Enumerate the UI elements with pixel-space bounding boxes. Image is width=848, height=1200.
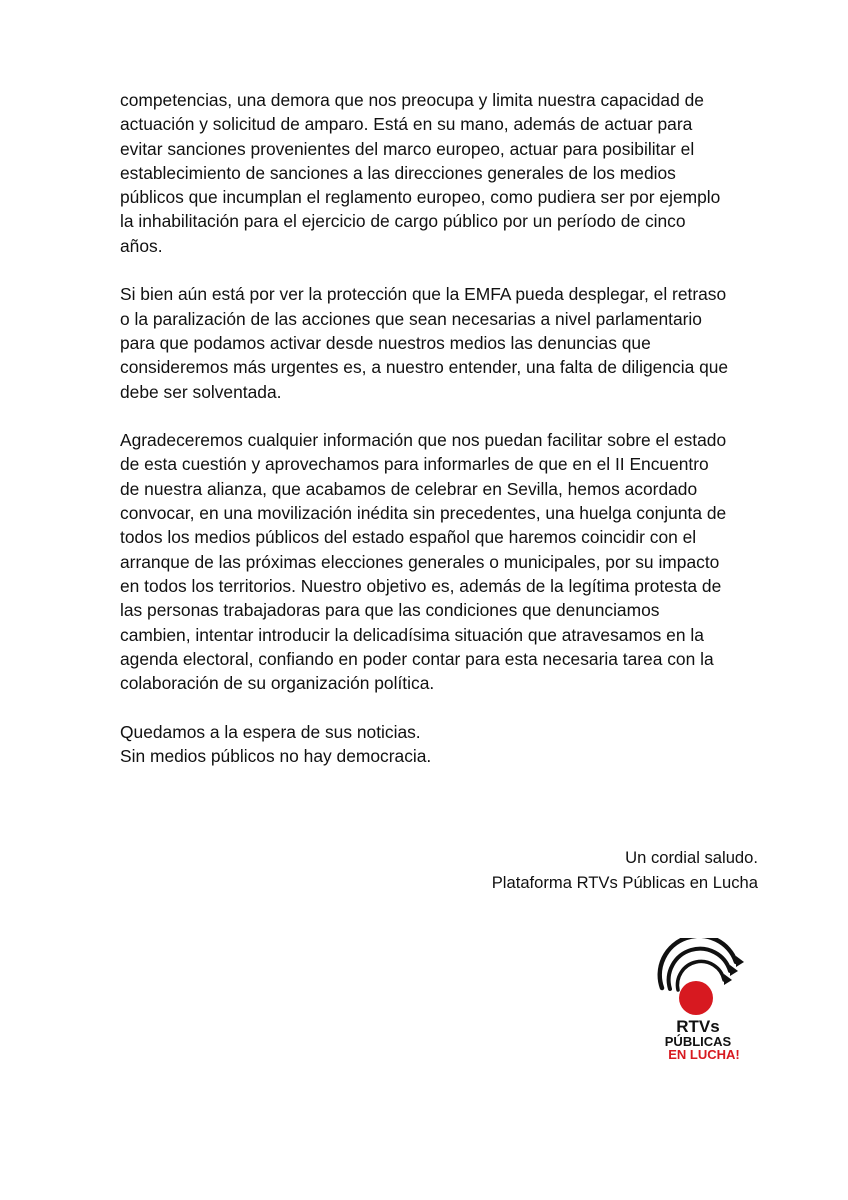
red-circle-icon — [679, 981, 713, 1015]
text-line: o la paralización de las acciones que sean necesarias a nivel parlamentario — [120, 308, 702, 329]
paragraph-2 — [120, 282, 760, 403]
text-line: todos los medios públicos del estado español que haremos coincidir con el — [120, 527, 697, 548]
paragraph-3 — [120, 428, 760, 695]
letter-body — [120, 88, 760, 768]
text-line: convocar, en una movilización inédita sin precedentes, una huelga conjunta de — [120, 503, 727, 524]
text-line: competencias, una demora que nos preocupa y limita nuestra capacidad de — [120, 90, 704, 110]
text-line: arranque de las próximas elecciones generales o municipales, por su impacto — [120, 551, 720, 572]
text-line: establecimiento de sanciones a las direcciones generales de los medios — [120, 162, 676, 183]
text-line: la inhabilitación para el ejercicio de cargo público por un período de cinco — [120, 211, 686, 232]
text-line: cambien, intentar introducir la delicadísima situación que atravesamos en la — [120, 624, 704, 645]
closing-lines — [120, 720, 760, 769]
text-line: agenda electoral, confiando en poder contar para esta necesaria tarea con la — [120, 648, 714, 669]
text-line: en todos los territorios. Nuestro objetivo es, además de la legítima protesta de — [120, 575, 722, 596]
text-line: debe ser solventada. — [120, 381, 282, 402]
text-line: de esta cuestión y aprovechamos para informarles de que en el II Encuentro — [120, 454, 709, 475]
logo-line-rtvs: RTVs — [676, 1017, 720, 1036]
text-line: actuación y solicitud de amparo. Está en su mano, además de actuar para — [120, 114, 693, 135]
text-line: evitar sanciones provenientes del marco europeo, actuar para posibilitar el — [120, 138, 695, 159]
logo-line-en-lucha: EN LUCHA! — [668, 1047, 740, 1060]
sender-name: Plataforma RTVs Públicas en Lucha — [491, 873, 758, 892]
closing-line-2: Sin medios públicos no hay democracia. — [120, 746, 432, 767]
signature-block — [358, 845, 758, 895]
rtvs-publicas-en-lucha-logo — [640, 938, 760, 1060]
text-line: públicos que incumplan el reglamento europeo, como pudiera ser por ejemplo — [120, 187, 721, 208]
text-line: años. — [120, 235, 163, 256]
logo-line-publicas: PÚBLICAS — [664, 1034, 732, 1049]
text-line: Agradeceremos cualquier información que nos puedan facilitar sobre el estado — [120, 430, 727, 451]
paragraph-1 — [120, 88, 760, 258]
text-line: consideremos más urgentes es, a nuestro entender, una falta de diligencia que — [120, 357, 729, 378]
text-line: para que podamos activar desde nuestros medios las denuncias que — [120, 332, 651, 353]
text-line: colaboración de su organización política. — [120, 673, 435, 694]
text-line: Si bien aún está por ver la protección que la EMFA pueda desplegar, el retraso — [120, 284, 727, 305]
closing-line-1: Quedamos a la espera de sus noticias. — [120, 721, 421, 742]
greeting: Un cordial saludo. — [625, 848, 758, 867]
text-line: las personas trabajadoras para que las condiciones que denunciamos — [120, 600, 660, 621]
text-line: de nuestra alianza, que acabamos de celebrar en Sevilla, hemos acordado — [120, 478, 698, 499]
